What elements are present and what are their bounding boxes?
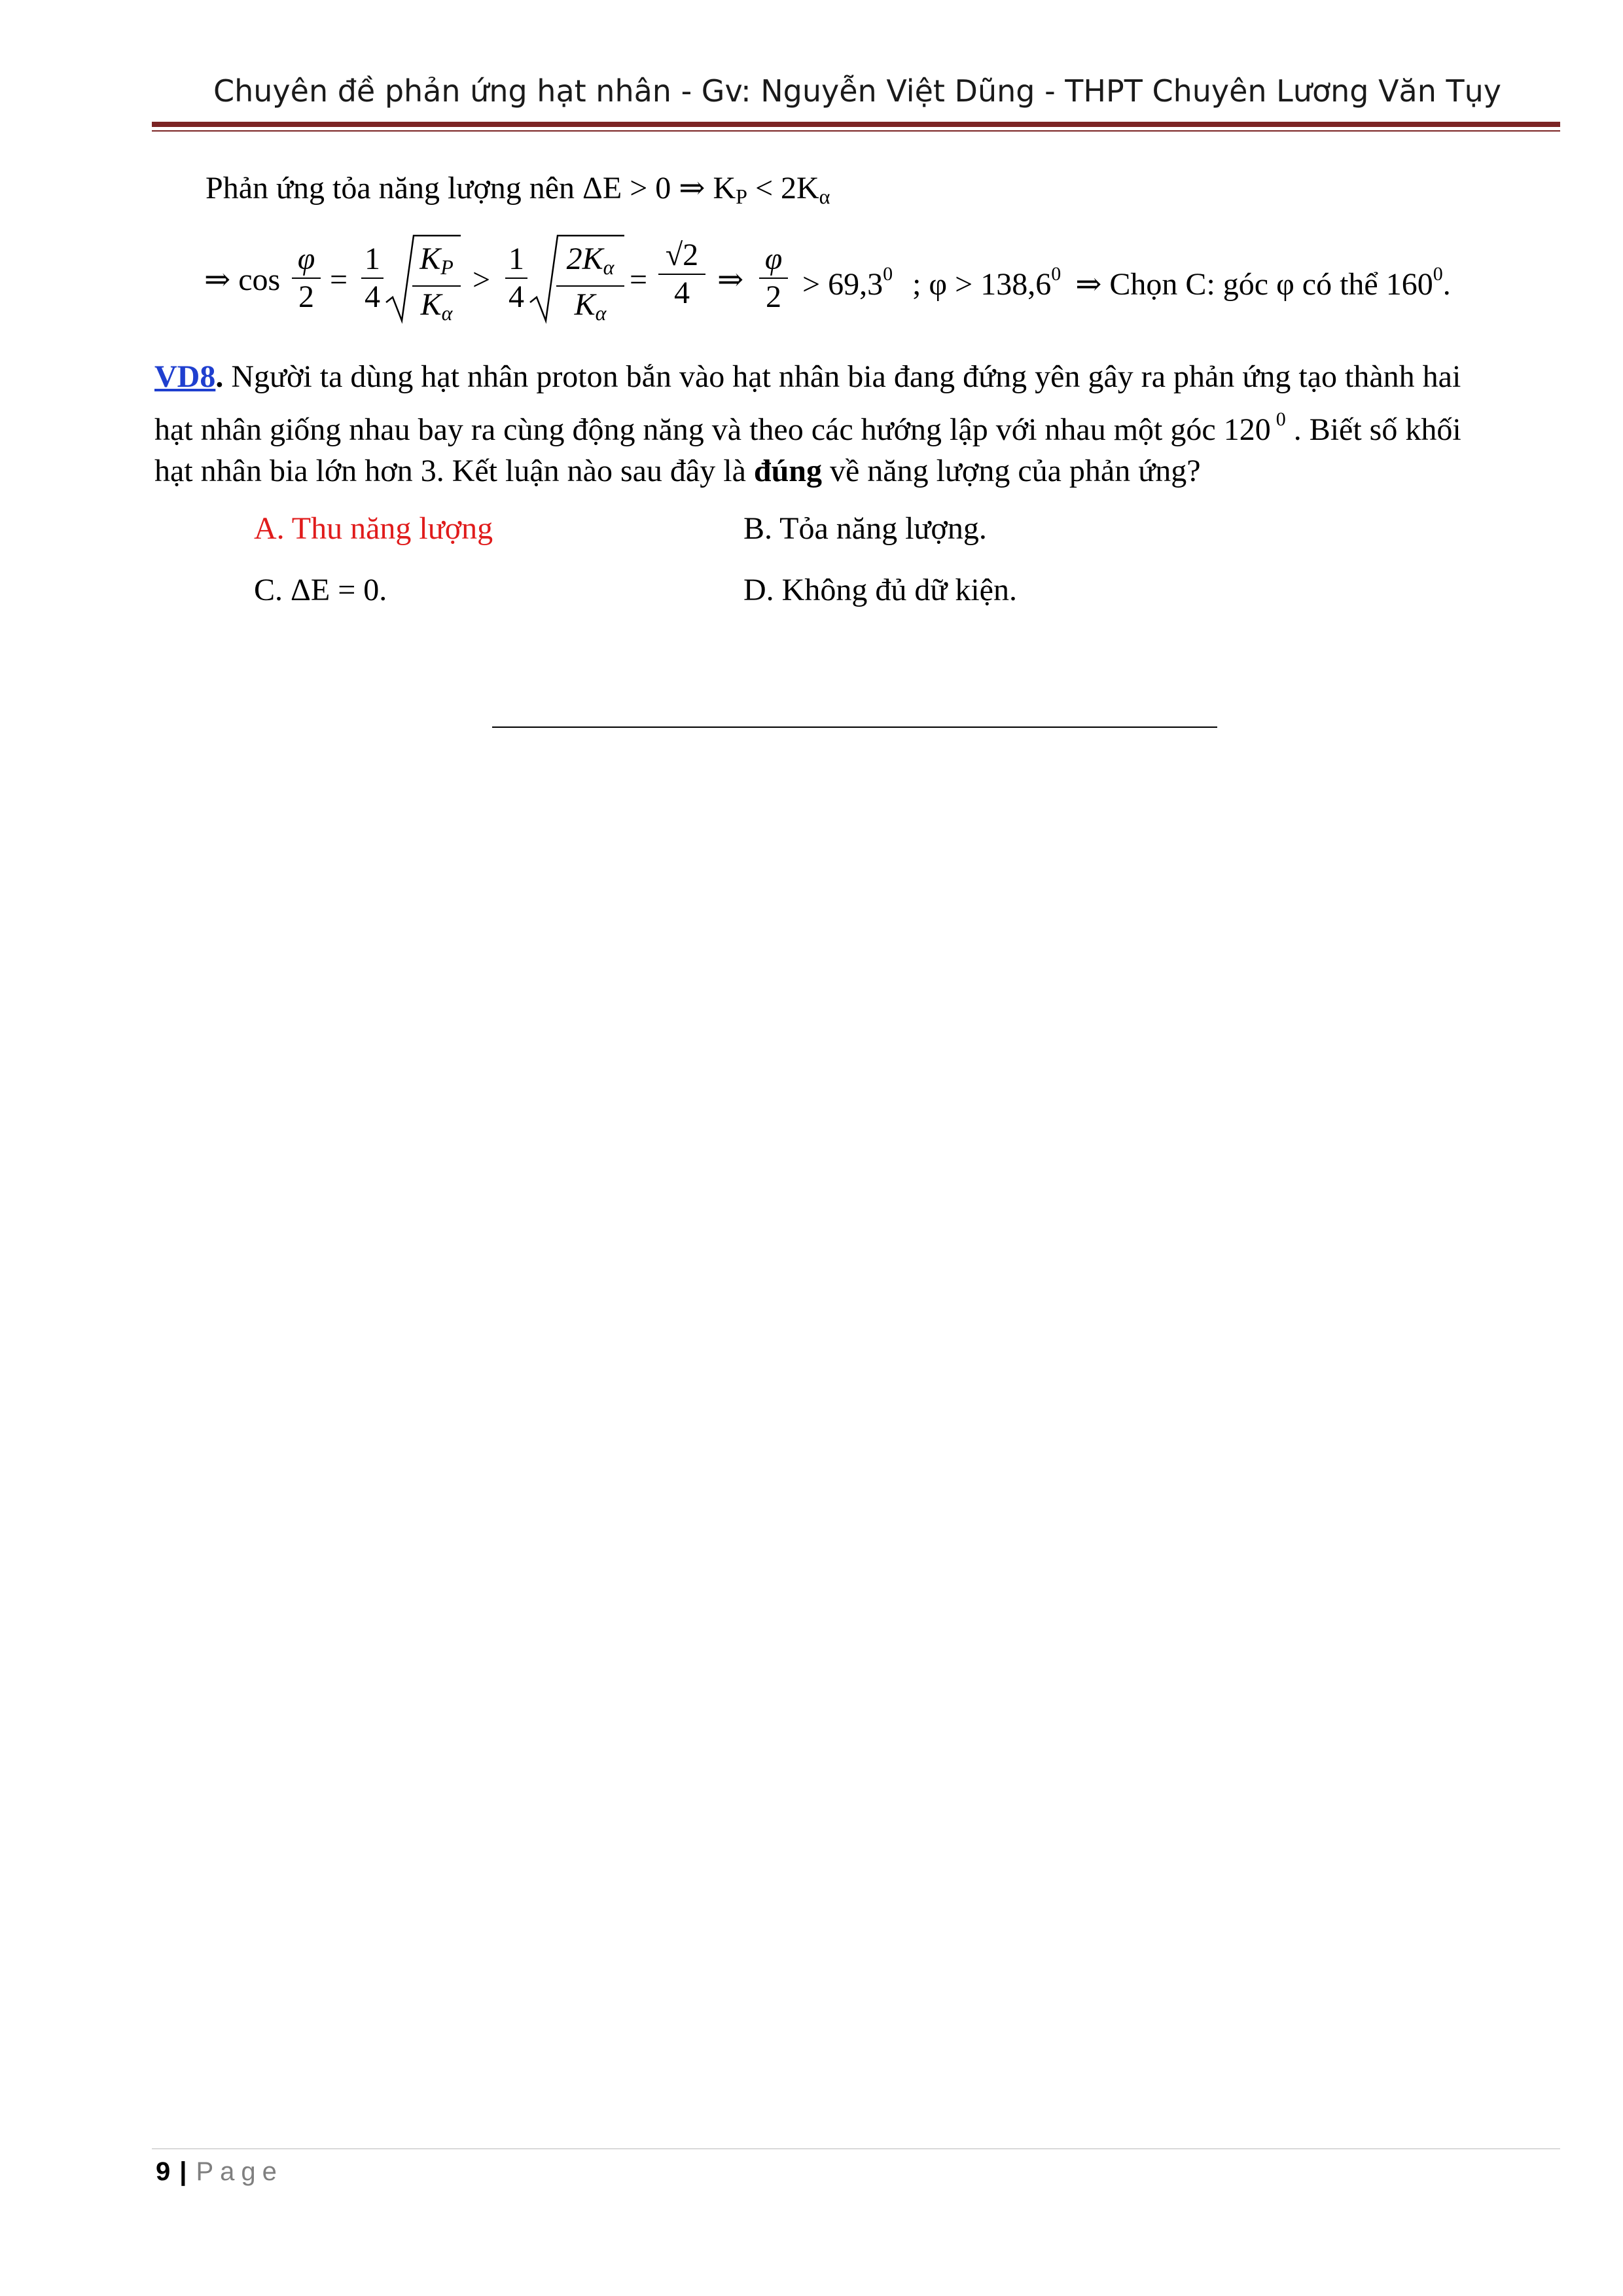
degree-sup: 0 xyxy=(1433,263,1443,285)
degree-sup: 0 xyxy=(883,263,893,285)
equals-sign: = xyxy=(330,262,348,297)
fraction-one-quarter xyxy=(361,241,383,315)
fraction-numerator: 1 xyxy=(508,242,524,276)
fraction-denominator: 4 xyxy=(365,279,380,314)
fraction-numerator: φ xyxy=(764,242,783,276)
angle-bound: > 69,3 xyxy=(802,267,883,302)
fraction-phi-over-2 xyxy=(292,241,321,315)
implies-arrow: ⇒ xyxy=(717,262,744,297)
question-line-2 xyxy=(154,410,1461,446)
fraction-denominator: 4 xyxy=(508,279,524,314)
option-d: D. Không đủ dữ kiện. xyxy=(743,573,1017,607)
question-text-2b: . Biết số khối xyxy=(1285,412,1461,447)
footer-separator: | xyxy=(179,2157,187,2186)
formula-tail xyxy=(802,264,1451,300)
question-text-2a: hạt nhân giống nhau bay ra cùng động năng và theo các hướng lập với nhau một góc 120 xyxy=(154,412,1271,447)
option-a: A. Thu năng lượng xyxy=(254,511,493,546)
fraction-one-quarter-2 xyxy=(505,241,527,315)
fraction-2kalpha-over-kalpha xyxy=(556,241,624,331)
question-label: VD8 xyxy=(154,359,216,394)
phi-bound: ; φ > 138,6 xyxy=(912,267,1052,302)
fraction-numerator xyxy=(412,241,461,285)
k-letter: K xyxy=(574,287,596,322)
question-line-1 xyxy=(154,361,1461,393)
fraction-denominator: 2 xyxy=(766,279,781,314)
fraction-phi-over-2-b xyxy=(759,241,788,315)
question-text-3a: hạt nhân bia lớn hơn 3. Kết luận nào sau đây là xyxy=(154,454,754,488)
question-text-1: Người ta dùng hạt nhân proton bắn vào hạt nhân bia đang đứng yên gây ra phản ứng tạo thành hai xyxy=(223,359,1461,394)
fraction-numerator xyxy=(556,241,624,285)
question-label-dot: . xyxy=(215,359,224,394)
fraction-denominator xyxy=(556,287,624,331)
fraction-numerator: φ xyxy=(297,242,315,276)
fraction-sqrt2-over-4 xyxy=(658,237,705,312)
formula-cos: ⇒ cos xyxy=(204,262,281,297)
solution-line-1-text: Phản ứng tỏa năng lượng nên ΔE > 0 ⇒ K xyxy=(205,171,736,206)
fraction-kp-over-kalpha xyxy=(412,241,461,331)
footer-rule xyxy=(152,2148,1560,2149)
fraction-denominator: 4 xyxy=(674,276,690,310)
fraction-denominator xyxy=(412,287,461,331)
section-divider xyxy=(492,726,1217,728)
degree-sup: 0 xyxy=(1051,263,1061,285)
subscript-p: P xyxy=(736,185,747,208)
fraction-numerator: √2 xyxy=(665,238,699,272)
page-word: Page xyxy=(196,2157,283,2186)
two-k: 2K xyxy=(566,242,603,276)
period: . xyxy=(1442,267,1451,302)
solution-line-1-rest: < 2K xyxy=(747,171,819,206)
subscript-alpha: α xyxy=(441,301,453,325)
subscript-p: P xyxy=(440,255,454,279)
greater-than-sign: > xyxy=(473,262,491,297)
question-text-bold: đúng xyxy=(753,454,822,488)
k-letter: K xyxy=(419,242,441,276)
equals-sign: = xyxy=(630,262,648,297)
header-rule-thin xyxy=(152,130,1560,132)
subscript-alpha: α xyxy=(595,301,607,325)
page-number: 9 xyxy=(156,2157,171,2186)
k-letter: K xyxy=(420,287,442,322)
header-title: Chuyên đề phản ứng hạt nhân - Gv: Nguyễn Việt Dũng - THPT Chuyên Lương Văn Tụy xyxy=(213,73,1501,109)
fraction-numerator: 1 xyxy=(365,242,380,276)
conclusion: ⇒ Chọn C: góc φ có thể 160 xyxy=(1075,267,1433,302)
question-line-3 xyxy=(154,456,1201,487)
option-b: B. Tỏa năng lượng. xyxy=(743,511,987,546)
subscript-alpha: α xyxy=(819,185,830,208)
question-text-3b: về năng lượng của phản ứng? xyxy=(821,454,1201,488)
header-rule xyxy=(152,122,1560,127)
subscript-alpha: α xyxy=(603,255,615,279)
solution-line-1 xyxy=(205,173,830,207)
degree-sup: 0 xyxy=(1275,408,1286,430)
option-c: C. ΔE = 0. xyxy=(254,573,387,607)
page-footer xyxy=(156,2157,283,2187)
fraction-denominator: 2 xyxy=(298,279,314,314)
